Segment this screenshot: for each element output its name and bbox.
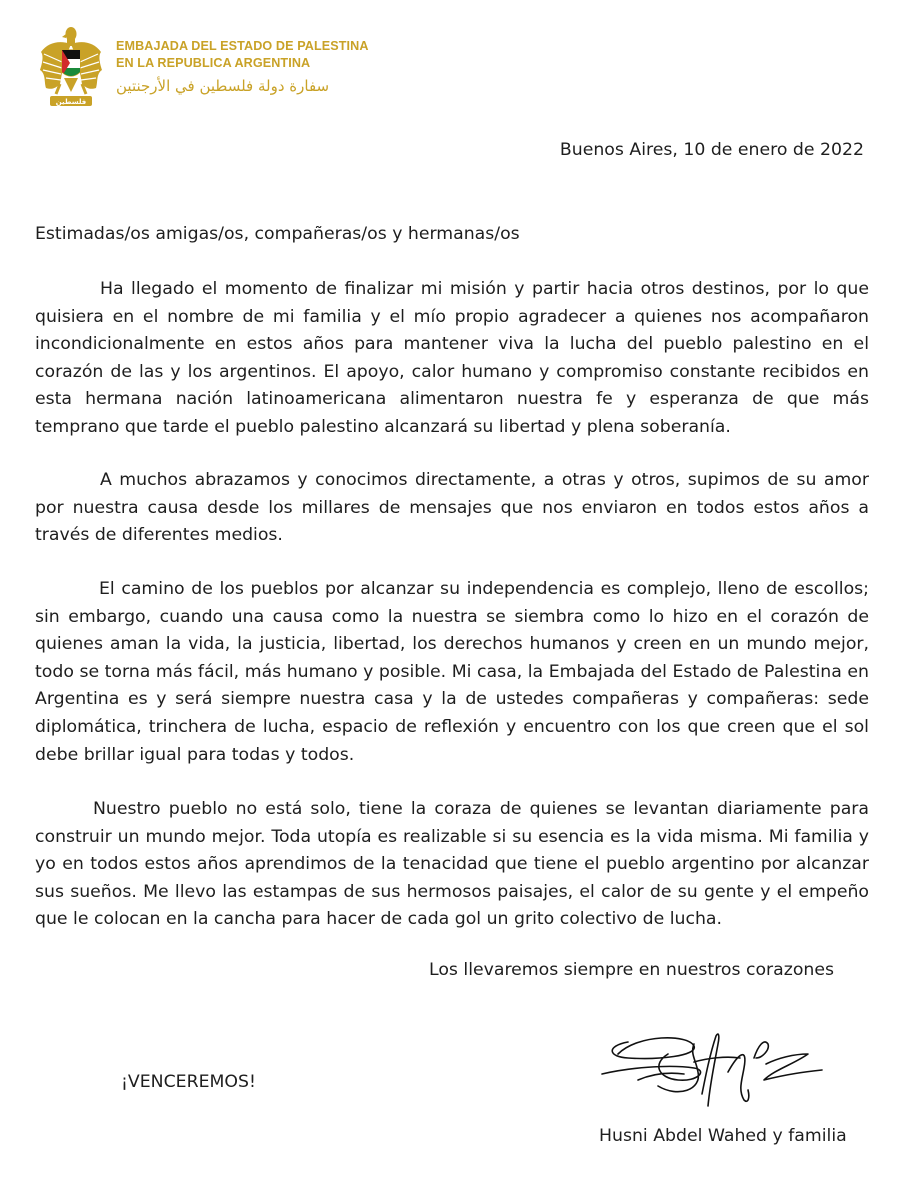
eagle-emblem-icon — [38, 22, 104, 110]
letterhead-line-1: EMBAJADA DEL ESTADO DE PALESTINA — [116, 39, 369, 53]
slogan: ¡VENCEREMOS! — [121, 1072, 256, 1092]
paragraph-2: A muchos abrazamos y conocimos directamente, a otras y otros, supimos de su amor por nuestra causa desde los millares de mensajes que nos enviaron en todos estos años a través de diferentes medios. — [35, 470, 869, 546]
letterhead-arabic: سفارة دولة فلسطين في الأرجنتين — [116, 77, 330, 95]
emblem-inscription: فلسطين — [55, 98, 87, 106]
signature-image — [598, 1024, 834, 1114]
signer-name: Husni Abdel Wahed y familia — [599, 1126, 847, 1146]
closing-line: Los llevaremos siempre en nuestros corazones — [429, 960, 834, 980]
letterhead — [116, 38, 369, 97]
paragraph-4: Nuestro pueblo no está solo, tiene la coraza de quienes se levantan diariamente para construir un mundo mejor. Toda utopía es realizable si su esencia es la vida misma. Mi familia y yo en todos estos años aprendimos de la tenacidad que tiene el pueblo argentino por alcanzar sus sueños. Me llevo las estampas de sus hermosos paisajes, el calor de su gente y el empeño que le colocan en la cancha para hacer de cada gol un grito colectivo de lucha. — [35, 799, 869, 930]
paragraph-3: El camino de los pueblos por alcanzar su independencia es complejo, lleno de escollos; sin embargo, cuando una causa como la nuestra se siembra como lo hizo en el corazón de quienes aman la vida, la justicia, libertad, los derechos humanos y creen en un mundo mejor, todo se torna más fácil, más humano y posible. Mi casa, la Embajada del Estado de Palestina en Argentina es y será siempre nuestra casa y la de ustedes compañeras y compañeras: sede diplomática, trinchera de lucha, espacio de reflexión y encuentro con los que creen que el sol debe brillar igual para todas y todos. — [35, 579, 869, 765]
letterhead-line-2: EN LA REPUBLICA ARGENTINA — [116, 56, 311, 70]
letter-date: Buenos Aires, 10 de enero de 2022 — [559, 140, 864, 160]
greeting: Estimadas/os amigas/os, compañeras/os y hermanas/os — [35, 224, 520, 244]
paragraph-1: Ha llegado el momento de finalizar mi misión y partir hacia otros destinos, por lo que quisiera en el nombre de mi familia y el mío propio agradecer a quienes nos acompañaron incondicionalmente en estos años para mantener viva la lucha del pueblo palestino en el corazón de las y los argentinos. El apoyo, calor humano y compromiso constante recibidos en esta hermana nación latinoamericana alimentaron nuestra fe y esperanza de que más temprano que tarde el pueblo palestino alcanzará su libertad y plena soberanía. — [35, 279, 869, 437]
